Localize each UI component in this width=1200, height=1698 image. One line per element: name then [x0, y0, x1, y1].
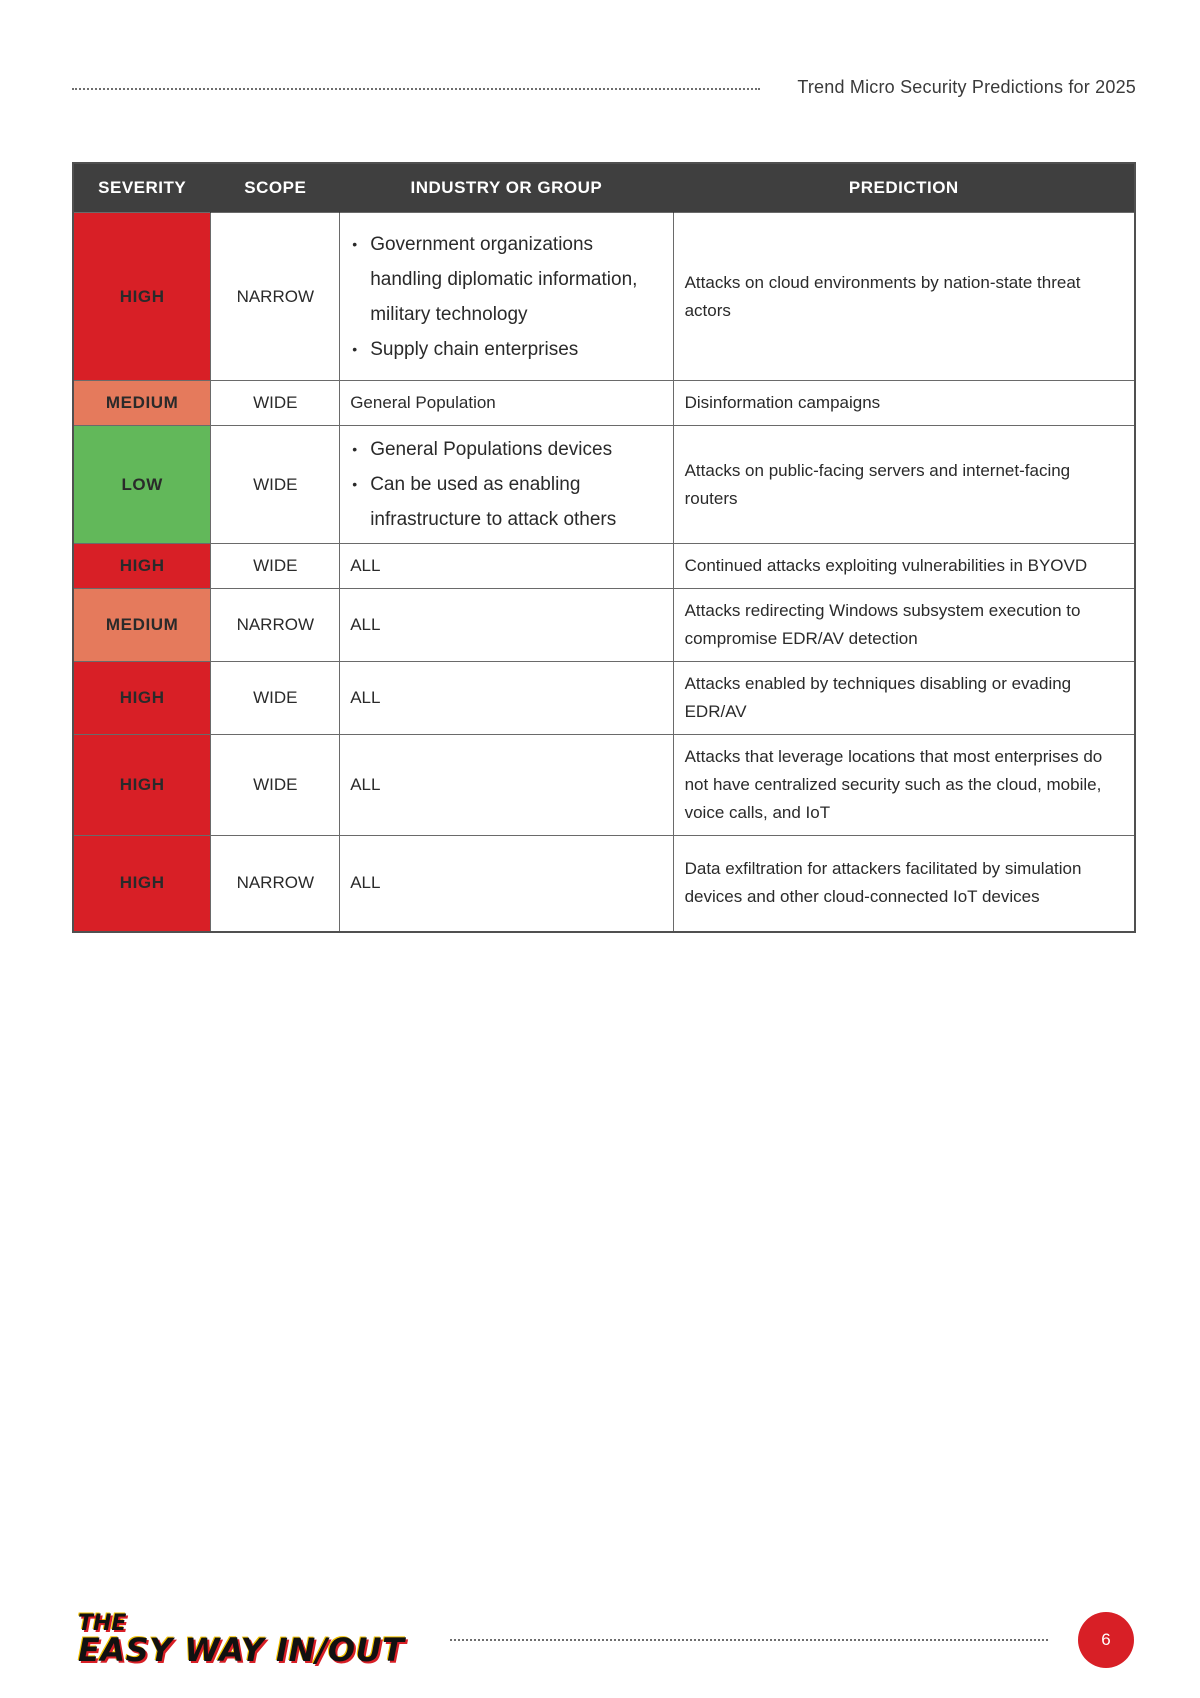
header-dotted-rule [72, 88, 760, 90]
scope-cell: WIDE [211, 381, 340, 426]
scope-cell: WIDE [211, 426, 340, 544]
industry-cell: General Population [340, 381, 673, 426]
industry-cell: ALL [340, 735, 673, 836]
page-header [72, 74, 1136, 104]
industry-bullet: • General Populations devices [350, 432, 662, 467]
scope-cell: NARROW [211, 836, 340, 932]
table-row [73, 381, 1135, 426]
industry-bullet: • Government organizations handling diplomatic information, military technology [350, 227, 662, 332]
column-header-scope: SCOPE [211, 163, 340, 213]
severity-badge: HIGH [73, 735, 211, 836]
industry-bullet: • Supply chain enterprises [350, 332, 662, 367]
prediction-cell: Disinformation campaigns [673, 381, 1135, 426]
industry-cell [340, 213, 673, 381]
table-row [73, 735, 1135, 836]
prediction-cell: Attacks on cloud environments by nation-state threat actors [673, 213, 1135, 381]
column-header-severity: SEVERITY [73, 163, 211, 213]
prediction-cell: Continued attacks exploiting vulnerabilities in BYOVD [673, 544, 1135, 589]
scope-cell: WIDE [211, 735, 340, 836]
easy-way-logo [78, 1611, 418, 1671]
scope-cell: WIDE [211, 544, 340, 589]
industry-cell: ALL [340, 544, 673, 589]
prediction-cell: Attacks on public-facing servers and internet-facing routers [673, 426, 1135, 544]
table-row [73, 544, 1135, 589]
table-row [73, 213, 1135, 381]
column-header-industry: INDUSTRY OR GROUP [340, 163, 673, 213]
column-header-prediction: PREDICTION [673, 163, 1135, 213]
scope-cell: WIDE [211, 662, 340, 735]
table-row [73, 426, 1135, 544]
scope-cell: NARROW [211, 213, 340, 381]
severity-badge: LOW [73, 426, 211, 544]
severity-badge: HIGH [73, 213, 211, 381]
industry-bullet: • Can be used as enabling infrastructure to attack others [350, 467, 662, 537]
industry-cell: ALL [340, 836, 673, 932]
document-title: Trend Micro Security Predictions for 2025 [797, 77, 1136, 97]
scope-cell: NARROW [211, 589, 340, 662]
table-row [73, 662, 1135, 735]
table-row [73, 836, 1135, 932]
severity-badge: MEDIUM [73, 381, 211, 426]
severity-badge: HIGH [73, 662, 211, 735]
prediction-cell: Attacks redirecting Windows subsystem execution to compromise EDR/AV detection [673, 589, 1135, 662]
predictions-table [72, 162, 1136, 933]
severity-badge: HIGH [73, 544, 211, 589]
severity-badge: MEDIUM [73, 589, 211, 662]
logo-line-2: EASY WAY IN/OUT [78, 1631, 405, 1669]
table-header-row [73, 163, 1135, 213]
industry-cell [340, 426, 673, 544]
industry-cell: ALL [340, 662, 673, 735]
table-row [73, 589, 1135, 662]
prediction-cell: Data exfiltration for attackers facilitated by simulation devices and other cloud-connected IoT devices [673, 836, 1135, 932]
prediction-cell: Attacks enabled by techniques disabling or evading EDR/AV [673, 662, 1135, 735]
page-number-badge: 6 [1078, 1612, 1134, 1668]
severity-badge: HIGH [73, 836, 211, 932]
logo-line-1: THE [78, 1611, 127, 1636]
footer-dotted-rule [450, 1639, 1048, 1641]
prediction-cell: Attacks that leverage locations that most enterprises do not have centralized security such as the cloud, mobile, voice calls, and IoT [673, 735, 1135, 836]
industry-cell: ALL [340, 589, 673, 662]
